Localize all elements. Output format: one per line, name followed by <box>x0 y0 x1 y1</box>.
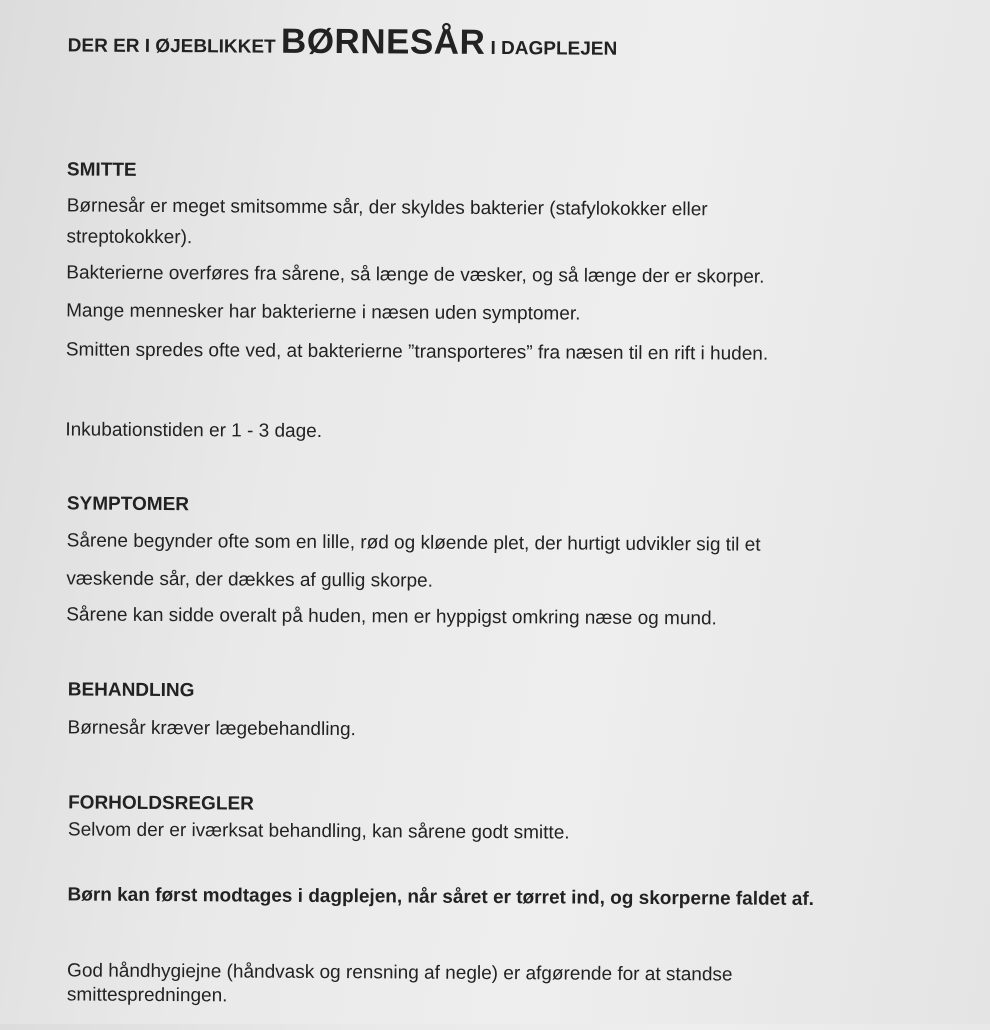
section-heading-forholdsregler: FORHOLDSREGLER <box>68 792 254 815</box>
title-prefix: DER ER I ØJEBLIKKET <box>67 35 282 58</box>
behandling-line-1: Børnesår kræver lægebehandling. <box>67 717 356 741</box>
title-highlight: BØRNESÅR <box>280 21 486 62</box>
section-heading-symptomer: SYMPTOMER <box>66 493 190 516</box>
symptomer-line-2: væskende sår, der dækkes af gullig skorpe. <box>66 568 433 592</box>
hygiene-line-2: smittespredningen. <box>66 984 228 1007</box>
section-heading-behandling: BEHANDLING <box>67 679 195 702</box>
smitte-line-2: streptokokker). <box>66 226 193 249</box>
symptomer-line-3: Sårene kan sidde overalt på huden, men er hyppigst omkring næse og mund. <box>66 604 717 630</box>
admission-rule: Børn kan først modtages i dagplejen, når såret er tørret ind, og skorperne faldet af. <box>67 884 815 910</box>
smitte-line-5: Smitten spredes ofte ved, at bakterierne ”transporteres” fra næsen til en rift i huden. <box>65 339 769 365</box>
incubation-line: Inkubationstiden er 1 - 3 dage. <box>65 419 323 442</box>
section-heading-smitte: SMITTE <box>66 159 137 181</box>
smitte-line-1: Børnesår er meget smitsomme sår, der skyldes bakterier (stafylokokker eller <box>66 195 708 221</box>
smitte-line-4: Mange mennesker har bakterierne i næsen uden symptomer. <box>66 300 581 325</box>
smitte-line-3: Bakterierne overføres fra sårene, så længe de væsker, og så længe der er skorper. <box>66 262 765 288</box>
title-suffix: I DAGPLEJEN <box>485 37 618 60</box>
hygiene-line-1: God håndhygiejne (håndvask og rensning af negle) er afgørende for at standse <box>67 960 733 986</box>
page-title <box>68 20 618 63</box>
forholdsregler-line-1: Selvom der er iværksat behandling, kan sårene godt smitte. <box>67 819 570 844</box>
symptomer-line-1: Sårene begynder ofte som en lille, rød og kløende plet, der hurtigt udvikler sig til et <box>66 530 761 556</box>
